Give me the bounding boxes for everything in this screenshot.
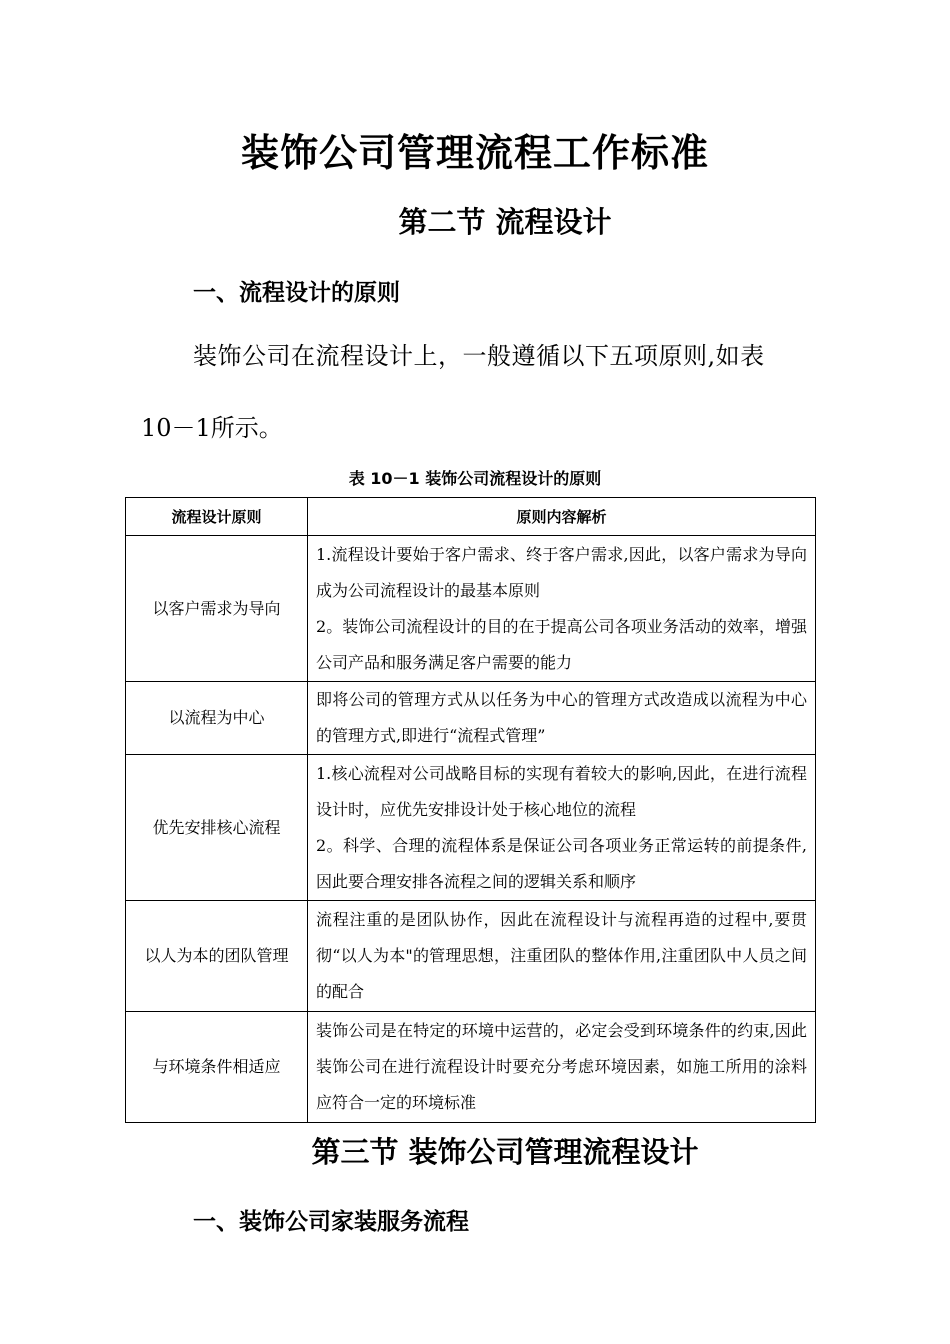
content-cell: 1.核心流程对公司战略目标的实现有着较大的影响,因此，在进行流程设计时，应优先安排设计处于核心地位的流程 2。科学、合理的流程体系是保证公司各项业务正常运转的前提条件,因此要合理安排各流程之间的逻辑关系和顺序: [308, 755, 816, 901]
content-cell: 1.流程设计要始于客户需求、终于客户需求,因此，以客户需求为导向成为公司流程设计的最基本原则 2。装饰公司流程设计的目的在于提高公司各项业务活动的效率，增强公司产品和服务满足客户需要的能力: [308, 536, 816, 682]
table-row: [126, 755, 816, 901]
content-cell: 装饰公司是在特定的环境中运营的，必定会受到环境条件的约束,因此装饰公司在进行流程设计时要充分考虑环境因素，如施工所用的涂料应符合一定的环境标准: [308, 1012, 816, 1123]
table-row: [126, 536, 816, 682]
content-cell: 即将公司的管理方式从以任务为中心的管理方式改造成以流程为中心的管理方式,即进行“流程式管理”: [308, 682, 816, 755]
section-2-heading: 第二节 流程设计: [398, 205, 612, 239]
column-header-content: 原则内容解析: [308, 498, 816, 536]
principles-table: [125, 497, 816, 1123]
table-caption: 表 10－1 装饰公司流程设计的原则: [348, 469, 602, 488]
principle-cell: 以客户需求为导向: [126, 536, 308, 682]
principle-cell: 优先安排核心流程: [126, 755, 308, 901]
principle-cell: 以流程为中心: [126, 682, 308, 755]
principle-cell: 以人为本的团队管理: [126, 901, 308, 1012]
section-3-heading: 第三节 装饰公司管理流程设计: [311, 1135, 699, 1169]
intro-paragraph-line-2: 10－1所示。: [141, 414, 283, 442]
subheading-home-decoration-process: 一、装饰公司家装服务流程: [193, 1209, 469, 1235]
intro-paragraph-line-1: 装饰公司在流程设计上，一般遵循以下五项原则,如表: [193, 342, 765, 370]
principle-cell: 与环境条件相适应: [126, 1012, 308, 1123]
content-cell: 流程注重的是团队协作，因此在流程设计与流程再造的过程中,要贯彻“以人为本"的管理思想，注重团队的整体作用,注重团队中人员之间的配合: [308, 901, 816, 1012]
table-header-row: [126, 498, 816, 536]
subheading-principles: 一、流程设计的原则: [193, 280, 400, 306]
table-row: [126, 682, 816, 755]
column-header-principle: 流程设计原则: [126, 498, 308, 536]
table-row: [126, 1012, 816, 1123]
table-row: [126, 901, 816, 1012]
document-title: 装饰公司管理流程工作标准: [240, 131, 709, 175]
